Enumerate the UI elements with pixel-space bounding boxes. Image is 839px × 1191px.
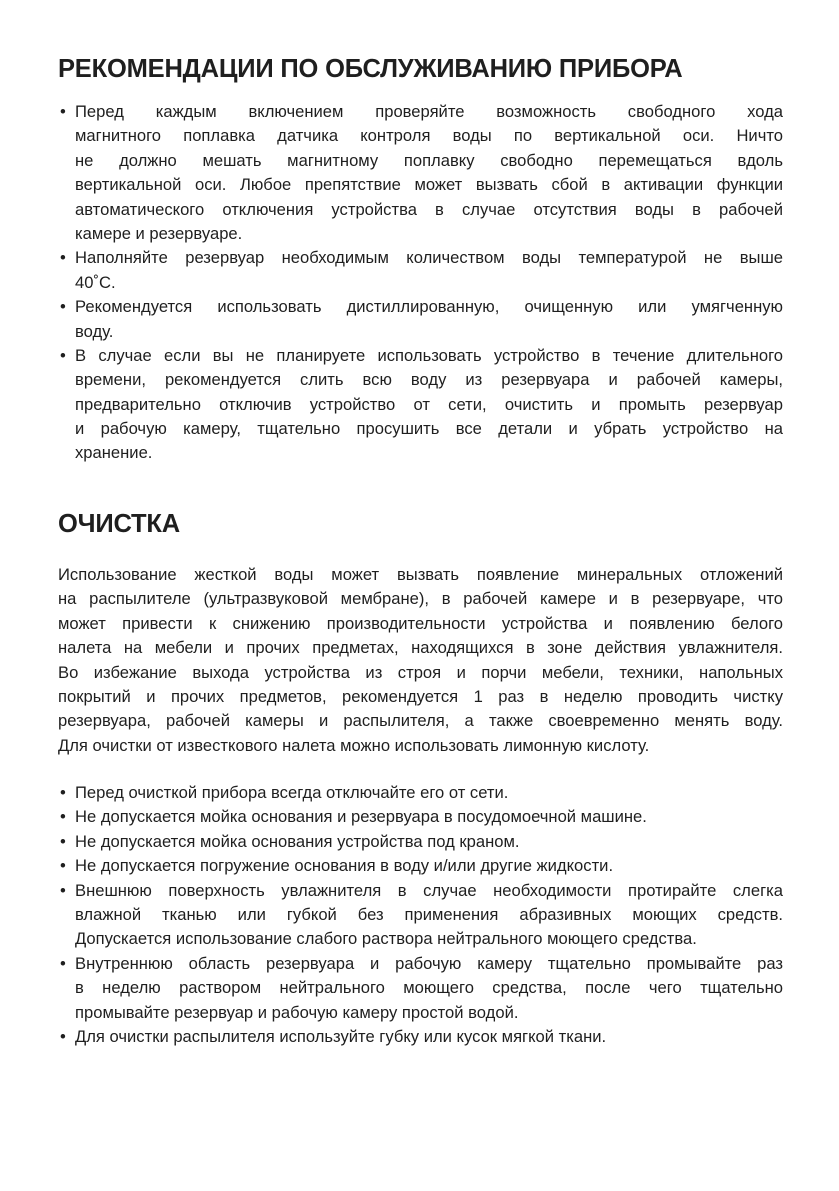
- text-line: покрытий и прочих предметов, рекомендуется 1 раз в неделю проводить чистку: [58, 686, 783, 706]
- section-title-maintenance: РЕКОМЕНДАЦИИ ПО ОБСЛУЖИВАНИЮ ПРИБОРА: [58, 55, 683, 83]
- list-item: [58, 805, 783, 829]
- text-line: хранение.: [75, 443, 153, 463]
- text-line: предварительно отключив устройство от сети, очистить и промыть резервуар: [75, 394, 783, 414]
- list-item: [58, 879, 783, 952]
- text-line: Не допускается мойка основания устройства под краном.: [75, 831, 520, 851]
- maintenance-list: [58, 100, 783, 466]
- list-item: [58, 830, 783, 854]
- cleaning-paragraph: [58, 563, 783, 758]
- text-line: не должно мешать магнитному поплавку свободно перемещаться вдоль: [75, 150, 783, 170]
- text-line: Использование жесткой воды может вызвать появление минеральных отложений: [58, 565, 783, 584]
- text-line: Для очистки распылителя используйте губку или кусок мягкой ткани.: [75, 1026, 607, 1046]
- text-line: Допускается использование слабого раствора нейтрального моющего средства.: [75, 929, 697, 949]
- text-line: влажной тканью или губкой без применения абразивных моющих средств.: [75, 904, 783, 924]
- text-line: Для очистки от известкового налета можно использовать лимонную кислоту.: [58, 735, 650, 755]
- text-line: Внешнюю поверхность увлажнителя в случае необходимости протирайте слегка: [75, 880, 783, 900]
- text-line: Наполняйте резервуар необходимым количеством воды температурой не выше: [75, 248, 783, 268]
- bullet-icon: •: [60, 297, 66, 317]
- text-line: налета на мебели и прочих предметах, находящихся в зоне действия увлажнителя.: [58, 638, 783, 658]
- text-line: времени, рекомендуется слить всю воду из резервуара и рабочей камеры,: [75, 370, 783, 390]
- text-line: Рекомендуется использовать дистиллированную, очищенную или умягченную: [75, 297, 783, 317]
- bullet-icon: •: [60, 102, 66, 121]
- bullet-icon: •: [60, 783, 66, 802]
- text-line: вертикальной оси. Любое препятствие может вызвать сбой в активации функции: [75, 175, 783, 195]
- text-line: на распылителе (ультразвуковой мембране), в рабочей камере и в резервуаре, что: [58, 589, 783, 609]
- text-line: в неделю раствором нейтрального моющего средства, после чего тщательно: [75, 978, 783, 998]
- text-line: воду.: [75, 321, 114, 341]
- list-item: [58, 344, 783, 466]
- bullet-icon: •: [60, 831, 66, 851]
- section-title-cleaning: ОЧИСТКА: [58, 510, 181, 538]
- text-line: может привести к снижению производительности устройства и появлению белого: [58, 613, 783, 633]
- text-line: Не допускается мойка основания и резервуара в посудомоечной машине.: [75, 807, 647, 827]
- list-item: [58, 854, 783, 878]
- text-line: Не допускается погружение основания в воду и/или другие жидкости.: [75, 856, 614, 876]
- text-line: Перед очисткой прибора всегда отключайте его от сети.: [75, 783, 509, 802]
- text-line: промывайте резервуар и рабочую камеру простой водой.: [75, 1002, 519, 1022]
- text-line: Перед каждым включением проверяйте возможность свободного хода: [75, 102, 783, 121]
- bullet-icon: •: [60, 1026, 66, 1046]
- text-line: и рабочую камеру, тщательно просушить все детали и убрать устройство на: [75, 419, 783, 439]
- list-item: [58, 952, 783, 1025]
- list-item: [58, 1025, 783, 1049]
- text-line: Во избежание выхода устройства из строя и порчи мебели, техники, напольных: [58, 662, 783, 682]
- text-line: автоматического отключения устройства в случае отсутствия воды в рабочей: [75, 199, 783, 219]
- bullet-icon: •: [60, 953, 66, 973]
- list-item: [58, 781, 783, 805]
- text-line: камере и резервуаре.: [75, 223, 243, 243]
- bullet-icon: •: [60, 248, 66, 268]
- list-item: [58, 246, 783, 295]
- bullet-icon: •: [60, 880, 66, 900]
- bullet-icon: •: [60, 807, 66, 827]
- list-item: [58, 100, 783, 246]
- text-line: В случае если вы не планируете использовать устройство в течение длительного: [75, 345, 783, 365]
- text-line: резервуара, рабочей камеры и распылителя, а также своевременно менять воду.: [58, 711, 783, 731]
- cleaning-list: [58, 781, 783, 1049]
- text-line: магнитного поплавка датчика контроля воды по вертикальной оси. Ничто: [75, 126, 783, 146]
- list-item: [58, 295, 783, 344]
- bullet-icon: •: [60, 345, 66, 365]
- text-line: Внутреннюю область резервуара и рабочую камеру тщательно промывайте раз: [75, 953, 783, 973]
- bullet-icon: •: [60, 856, 66, 876]
- text-line: 40˚С.: [75, 272, 116, 292]
